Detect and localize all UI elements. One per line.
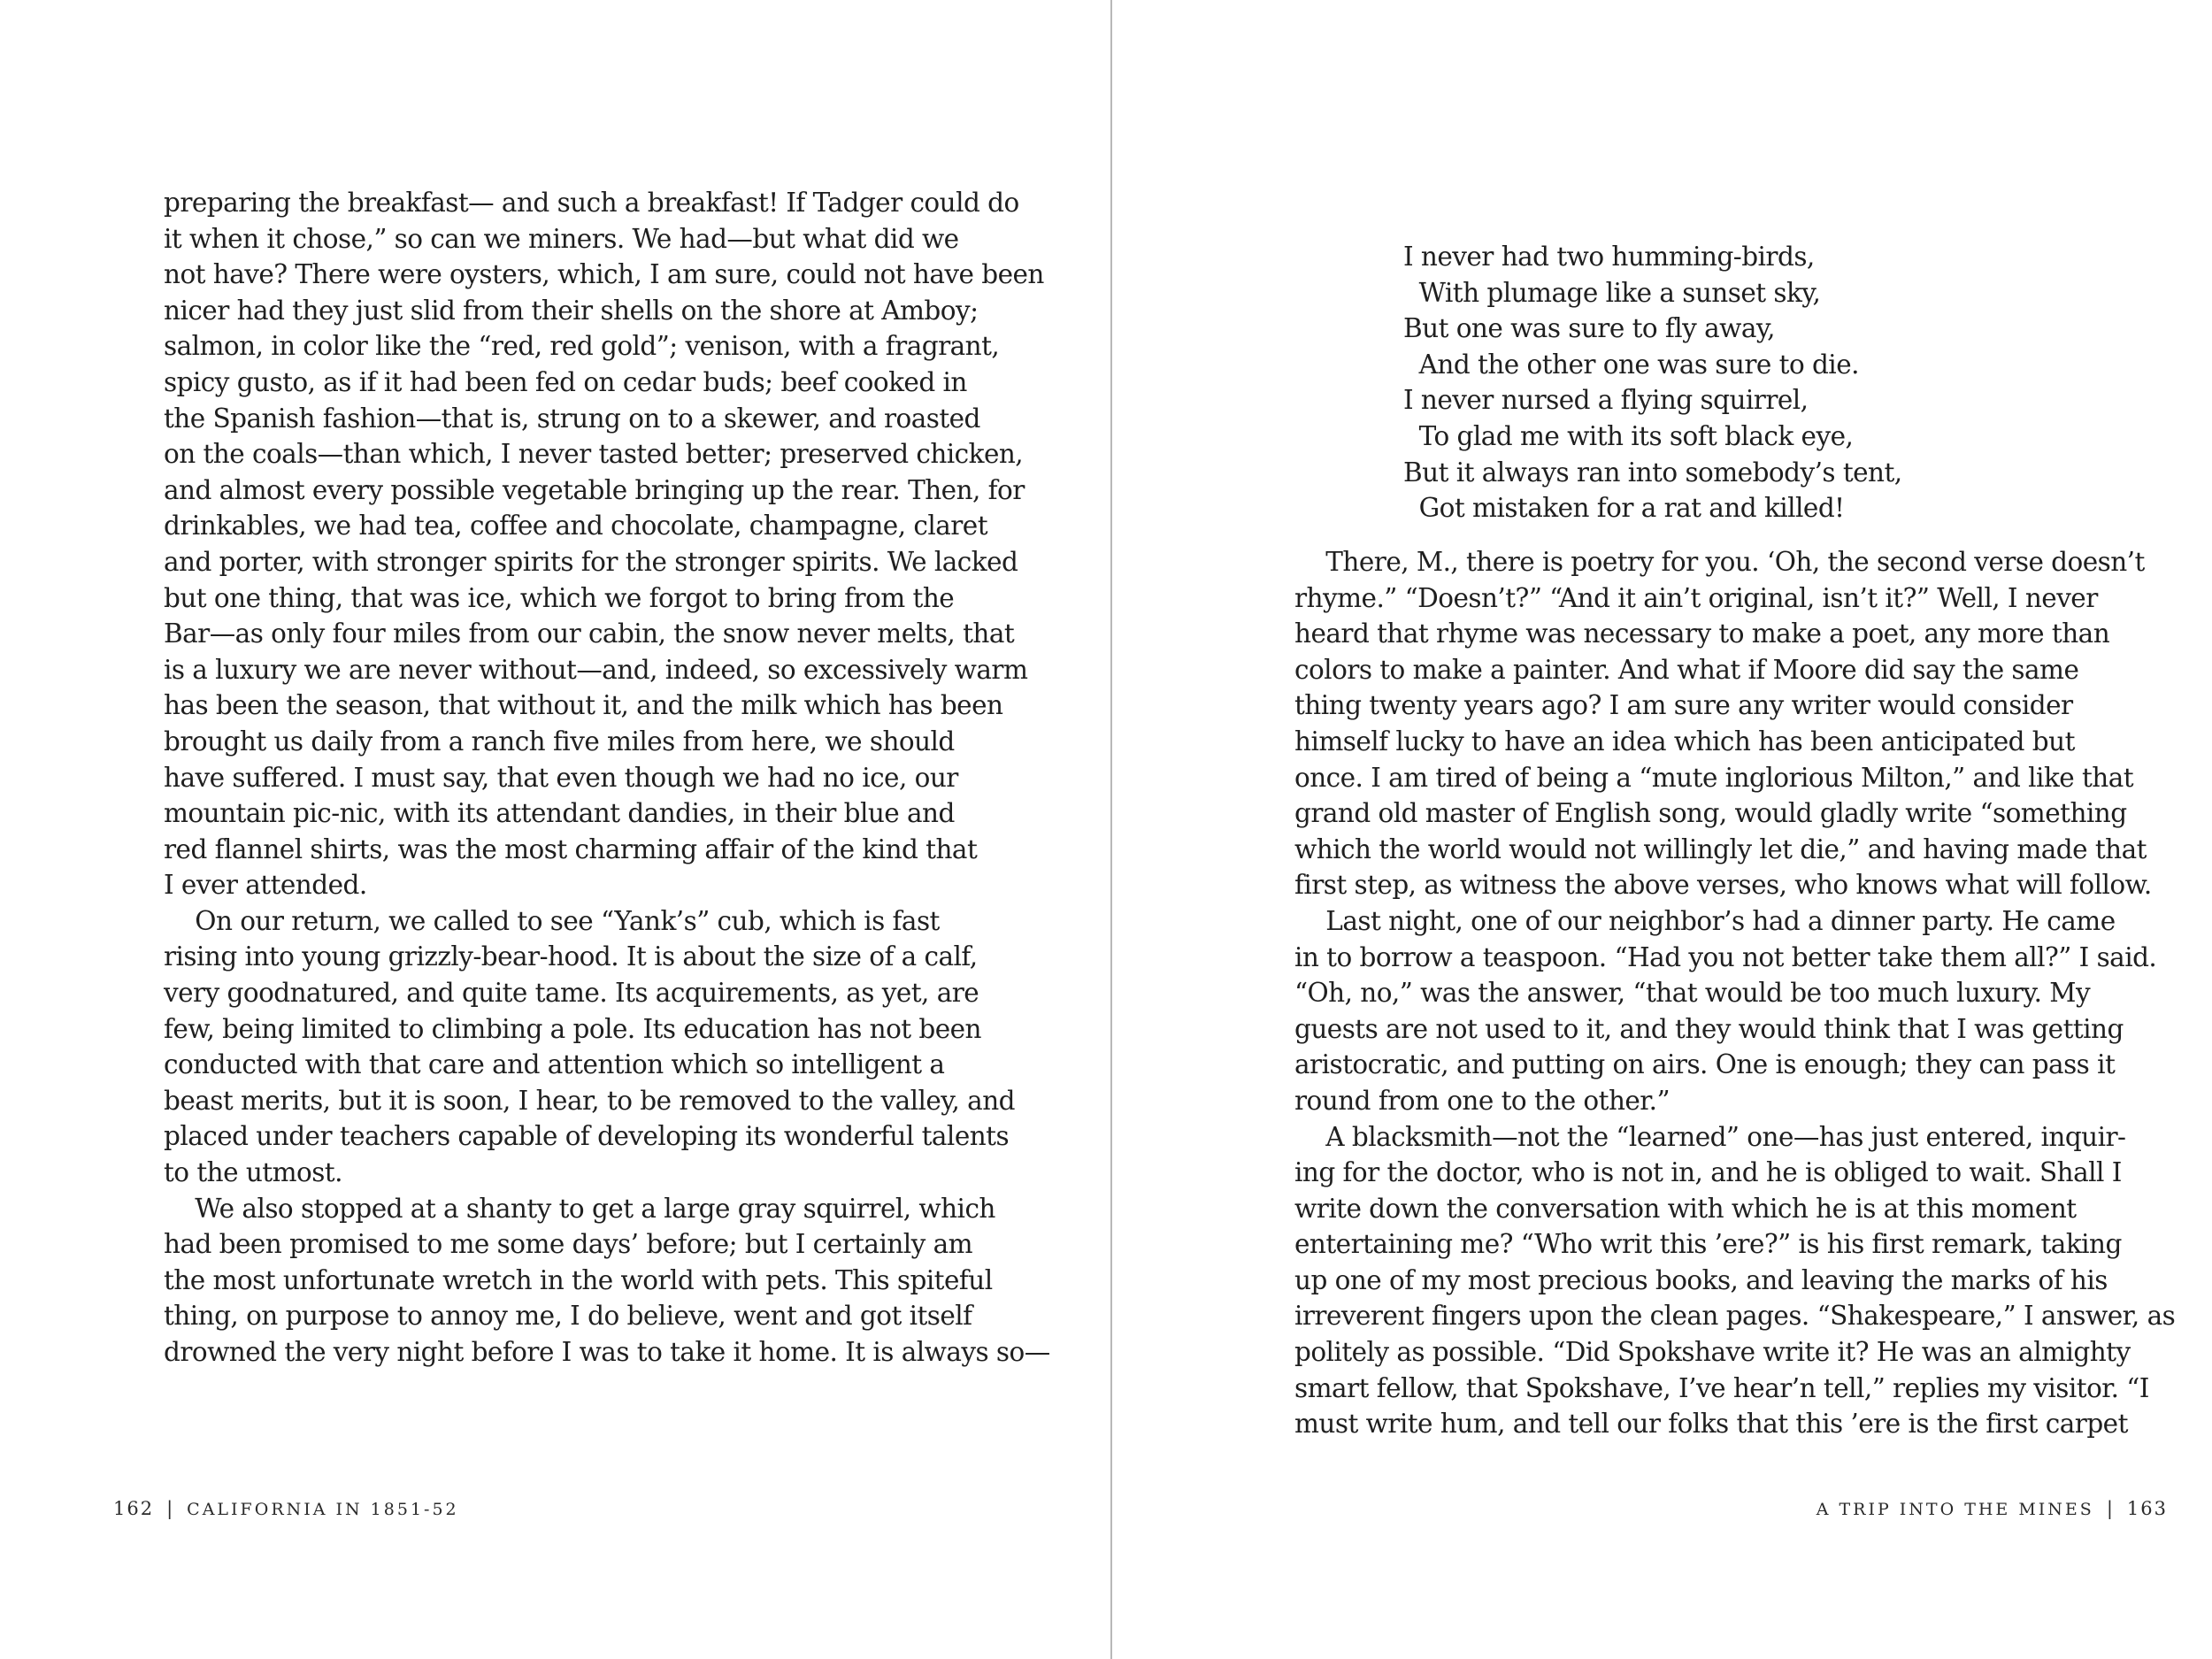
left-footer-separator: |	[166, 1498, 175, 1519]
poem-verses: I never had two humming-birds, With plumage like a sunset sky, But one was sure to fly away, And the other one was sure to die. I never nursed a flying squirrel, To glad me with its soft black eye, But it always ran into somebody’s tent, Got mistaken for a rat and killed!	[1403, 242, 1902, 524]
right-page-body-text: There, M., there is poetry for you. ‘Oh, the second verse doesn’t rhyme.” “Doesn’t?” “And it ain’t original, isn’t it?” Well, I never heard that rhyme was necessary to make a poet, any more than colors to make a painter. And what if Moore did say the same thing twenty years ago? I am sure any writer would consider himself lucky to have an idea which has been anticipated but once. I am tired of being a “mute inglorious Milton,” and like that grand old master of English song, would gladly write “something which the world would not willingly let die,” and having made that first step, as witness the above verses, who knows what will follow. Last night, one of our neighbor’s had a dinner party. He came in to borrow a teaspoon. “Had you not better take them all?” I said. “Oh, no,” was the answer, “that would be too much luxury. My guests are not used to it, and they would think that I was getting aristocratic, and putting on airs. One is enough; they can pass it round from one to the other.” A blacksmith—not the “learned” one—has just entered, inquir- ing for the doctor, who is not in, and he is obliged to wait. Shall I write down the conversation with which he is at this moment entertaining me? “Who writ this ’ere?” is his first remark, taking up one of my most precious books, and leaving the marks of his irreverent fingers upon the clean pages. “Shakespeare,” I answer, as politely as possible. “Did Spokshave write it? He was an almighty smart fellow, that Spokshave, I’ve hear’n tell,” replies my visitor. “I must write hum, and tell our folks that this ’ere is the first carpet	[1294, 547, 2176, 1440]
left-page-footer	[113, 1498, 459, 1519]
left-page-body-text: preparing the breakfast— and such a breakfast! If Tadger could do it when it chose,” so can we miners. We had—but what did we not have? There were oysters, which, I am sure, could not have been nicer had they just slid from their shells on the shore at Amboy; salmon, in color like the “red, red gold”; venison, with a fragrant, spicy gusto, as if it had been fed on cedar buds; beef cooked in the Spanish fashion—that is, strung on to a skewer, and roasted on the coals—than which, I never tasted better; preserved chicken, and almost every possible vegetable bringing up the rear. Then, for drinkables, we had tea, coffee and chocolate, champagne, claret and porter, with stronger spirits for the stronger spirits. We lacked but one thing, that was ice, which we forgot to bring from the Bar—as only four miles from our cabin, the snow never melts, that is a luxury we are never without—and, indeed, so excessively warm has been the season, that without it, and the milk which has been brought us daily from a ranch five miles from here, we should have suffered. I must say, that even though we had no ice, our mountain pic-nic, with its attendant dandies, in their blue and red flannel shirts, was the most charming affair of the kind that I ever attended. On our return, we called to see “Yank’s” cub, which is fast rising into young grizzly-bear-hood. It is about the size of a calf, very goodnatured, and quite tame. Its acquirements, as yet, are few, being limited to climbing a pole. Its education has not been conducted with that care and attention which so intelligent a beast merits, but it is soon, I hear, to be removed to the valley, and placed under teachers capable of developing its wonderful talents to the utmost. We also stopped at a shanty to get a large gray squirrel, which had been promised to me some days’ before; but I certainly am the most unfortunate wretch in the world with pets. This spiteful thing, on purpose to annoy me, I do believe, went and got itself drowned the very night before I was to take it home. It is always so—	[164, 188, 1050, 1367]
right-footer-separator: |	[2106, 1498, 2115, 1519]
left-running-head: CALIFORNIA IN 1851-52	[187, 1500, 459, 1519]
right-running-head: A TRIP INTO THE MINES	[1816, 1500, 2094, 1519]
right-page-footer	[1816, 1498, 2168, 1519]
right-page	[1112, 0, 2212, 1659]
left-page-number: 162	[113, 1498, 155, 1519]
right-page-number: 163	[2126, 1498, 2168, 1519]
